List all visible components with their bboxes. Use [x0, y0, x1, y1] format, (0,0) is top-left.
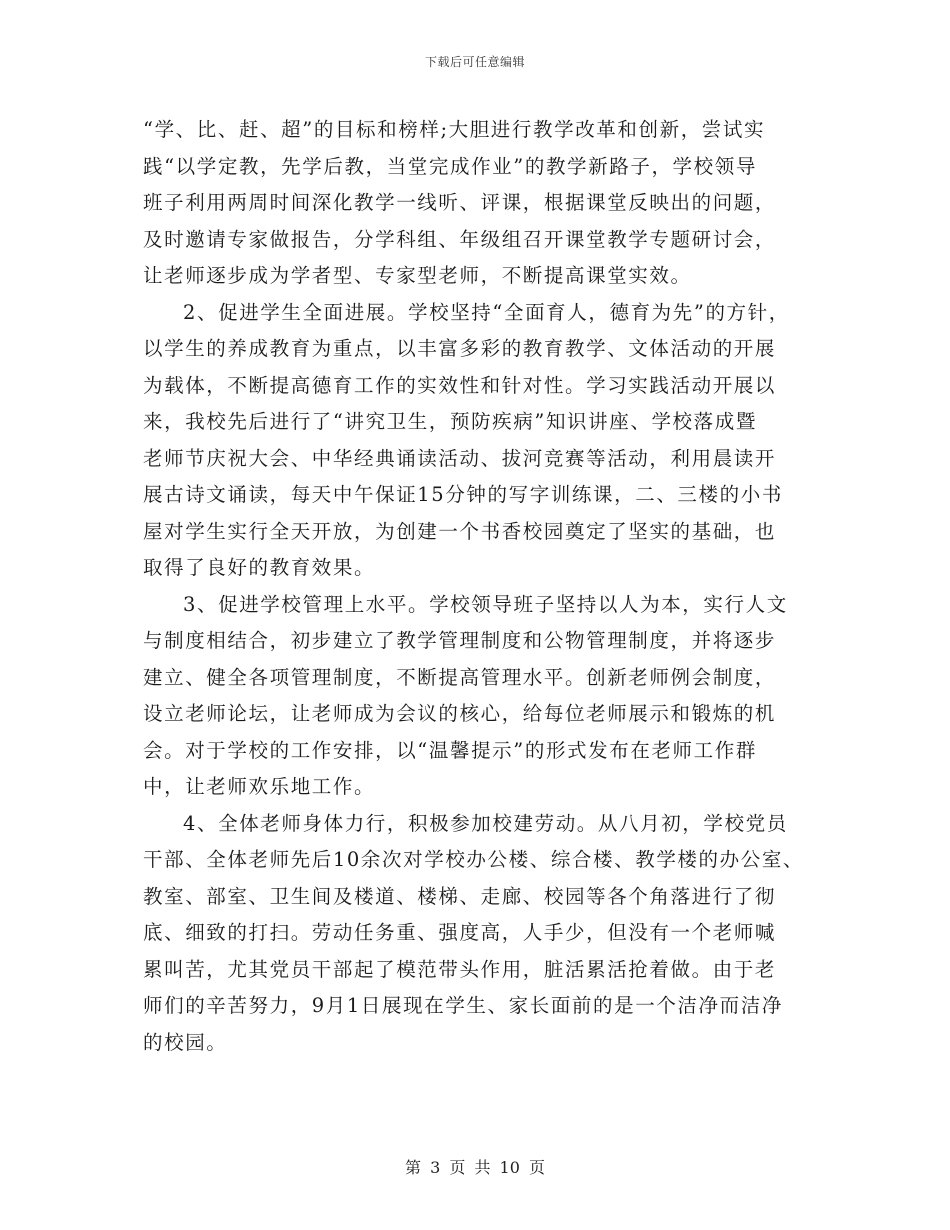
page-number: 第 3 页 共 10 页 [405, 1158, 545, 1177]
text-line: 建立、健全各项管理制度，不断提高管理水平。创新老师例会制度， [143, 665, 777, 689]
text-line: 班子利用两周时间深化教学一线听、评课，根据课堂反映出的问题， [143, 191, 777, 214]
text-line: 教室、部室、卫生间及楼道、楼梯、走廊、校园等各个角落进行了彻 [143, 884, 777, 908]
paragraph-start-line: 4、全体老师身体力行，积极参加校建劳动。从八月初，学校党员 [183, 811, 788, 835]
text-line: 取得了良好的教育效果。 [143, 556, 376, 579]
text-line: 老师节庆祝大会、中华经典诵读活动、拔河竞赛等活动，利用晨读开 [143, 446, 777, 470]
text-line: 的校园。 [143, 1030, 228, 1054]
text-line: 底、细致的打扫。劳动任务重、强度高，人手少，但没有一个老师喊 [143, 921, 777, 944]
body-text [143, 112, 823, 1061]
text-line: 与制度相结合，初步建立了教学管理制度和公物管理制度，并将逐步 [143, 629, 777, 652]
text-line: “学、比、赶、超”的目标和榜样;大胆进行教学改革和创新，尝试实 [143, 118, 766, 141]
text-line: 师们的辛苦努力，9月1日展现在学生、家长面前的是一个洁净而洁净 [143, 994, 783, 1017]
text-line: 展古诗文诵读，每天中午保证15分钟的写字训练课，二、三楼的小书 [143, 483, 783, 506]
text-line: 以学生的养成教育为重点，以丰富多彩的教育教学、文体活动的开展 [143, 337, 777, 360]
text-line: 来，我校先后进行了“讲究卫生，预防疾病”知识讲座、学校落成暨 [143, 410, 757, 433]
text-line: 设立老师论坛，让老师成为会议的核心，给每位老师展示和锻炼的机 [143, 702, 777, 725]
paragraph-start-line: 2、促进学生全面进展。学校坚持“全面育人，德育为先”的方针， [183, 300, 790, 324]
text-line: 为载体，不断提高德育工作的实效性和针对性。学习实践活动开展以 [143, 373, 777, 397]
text-line: 干部、全体老师先后10余次对学校办公楼、综合楼、教学楼的办公室、 [143, 848, 805, 871]
text-line: 让老师逐步成为学者型、专家型老师，不断提高课堂实效。 [143, 264, 692, 287]
text-line: 践“以学定教，先学后教，当堂完成作业”的教学新路子，学校领导 [143, 154, 757, 178]
text-line: 中，让老师欢乐地工作。 [143, 775, 376, 798]
text-line: 会。对于学校的工作安排，以“温馨提示”的形式发布在老师工作群 [143, 738, 757, 762]
paragraph-start-line: 3、促进学校管理上水平。学校领导班子坚持以人为本，实行人文 [183, 592, 788, 616]
text-line: 屋对学生实行全天开放，为创建一个书香校园奠定了坚实的基础，也 [143, 519, 777, 543]
page-header: 下载后可任意编辑 [424, 55, 525, 69]
text-line: 及时邀请专家做报告，分学科组、年级组召开课堂教学专题研讨会， [143, 227, 777, 251]
text-line: 累叫苦，尤其党员干部起了模范带头作用，脏活累活抢着做。由于老 [143, 957, 777, 981]
